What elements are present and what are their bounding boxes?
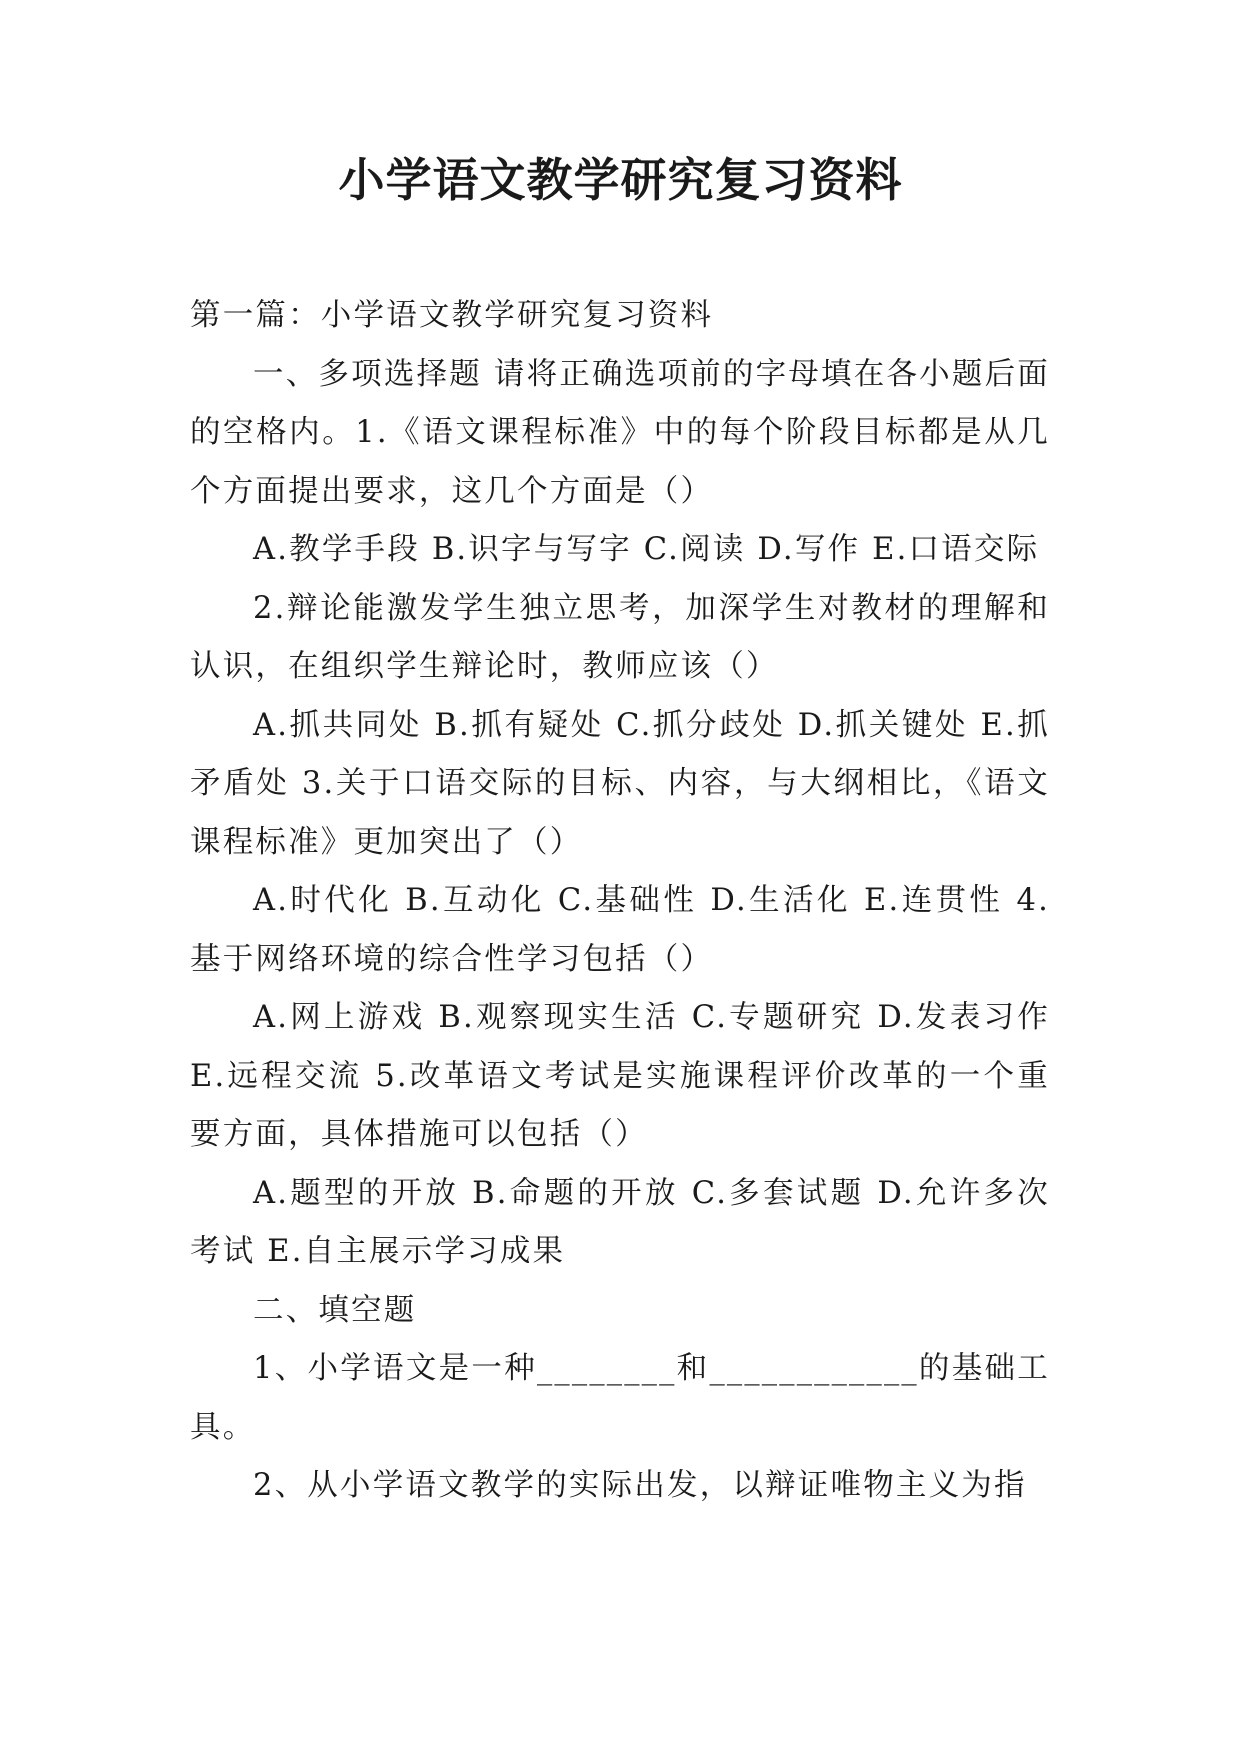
paragraph: 二、填空题: [253, 1292, 417, 1328]
document-body: [190, 287, 1050, 1516]
paragraph: 2、从小学语文教学的实际出发，以辩证唯物主义为指: [253, 1468, 1027, 1503]
paragraph: A.时代化 B.互动化 C.基础性 D.生活化 E.连贯性 4.基于网络环境的综合性学习包括（）: [190, 883, 1050, 977]
paragraph: 一、多项选择题 请将正确选项前的字母填在各小题后面的空格内。1.《语文课程标准》中的每个阶段目标都是从几个方面提出要求，这几个方面是（）: [190, 356, 1050, 509]
section-heading: 第一篇：小学语文教学研究复习资料: [190, 298, 714, 333]
paragraph: 2.辩论能激发学生独立思考，加深学生对教材的理解和认识，在组织学生辩论时，教师应该（）: [190, 590, 1050, 684]
paragraph: A.教学手段 B.识字与写字 C.阅读 D.写作 E.口语交际: [253, 532, 1040, 567]
paragraph: 1、小学语文是一种________和____________的基础工具。: [190, 1351, 1050, 1445]
paragraph: A.抓共同处 B.抓有疑处 C.抓分歧处 D.抓关键处 E.抓矛盾处 3.关于口语交际的目标、内容，与大纲相比，《语文课程标准》更加突出了（）: [190, 707, 1050, 860]
paragraph: A.网上游戏 B.观察现实生活 C.专题研究 D.发表习作 E.远程交流 5.改革语文考试是实施课程评价改革的一个重要方面，具体措施可以包括（）: [190, 1000, 1050, 1152]
document-title: 小学语文教学研究复习资料: [338, 153, 903, 207]
paragraph: A.题型的开放 B.命题的开放 C.多套试题 D.允许多次考试 E.自主展示学习成果: [190, 1175, 1050, 1269]
